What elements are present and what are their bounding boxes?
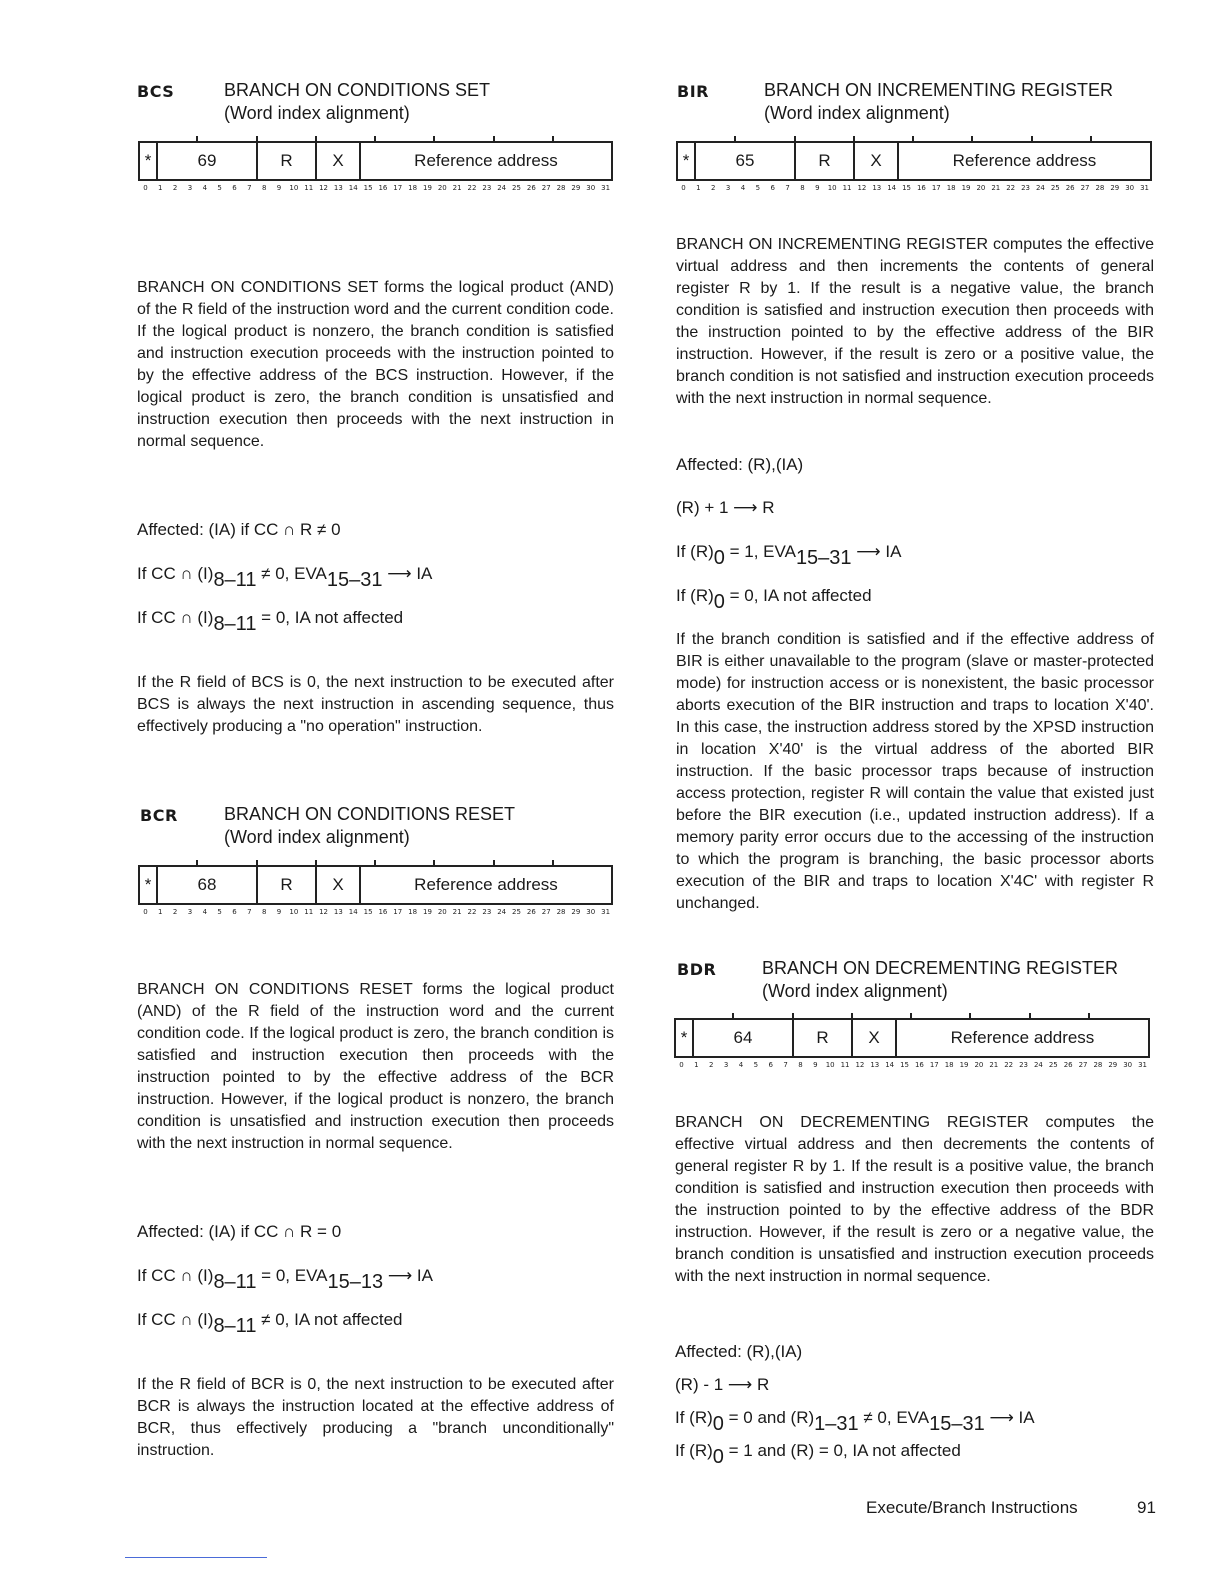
bit-number: 15 xyxy=(363,908,373,916)
bit-number: 24 xyxy=(1035,184,1045,192)
bit-number: 24 xyxy=(497,908,507,916)
bcr-equation-1: If CC ∩ $(I)_{8-11} = 0$, $EVA_{15-13}$ ⟶ IA xyxy=(137,1266,433,1293)
bit-number: 23 xyxy=(1021,184,1031,192)
bit-number: 29 xyxy=(571,908,581,916)
bit-number: 13 xyxy=(333,908,343,916)
bit-number: 14 xyxy=(348,184,358,192)
bit-number: 19 xyxy=(959,1061,969,1069)
bit-number: 0 xyxy=(681,184,686,192)
bit-number: 16 xyxy=(378,908,388,916)
opcode-field: 65 xyxy=(694,141,794,181)
bit-number: 27 xyxy=(1080,184,1090,192)
bdr-format-diagram xyxy=(674,1018,1150,1069)
bit-number: 12 xyxy=(319,184,328,192)
reference-address-field: Reference address xyxy=(359,865,611,905)
x-field: X xyxy=(853,141,897,181)
bit-number: 8 xyxy=(800,184,805,192)
bit-number: 20 xyxy=(976,184,986,192)
bit-number: 15 xyxy=(363,184,373,192)
bdr-equation-2: If $(R)_0 = 1$ and (R) = 0, IA not affected xyxy=(675,1441,961,1468)
bit-number: 10 xyxy=(289,184,299,192)
bit-number: 28 xyxy=(1095,184,1105,192)
bit-number: 17 xyxy=(393,184,403,192)
bit-number: 21 xyxy=(991,184,1001,192)
bit-number: 29 xyxy=(1110,184,1120,192)
bcr-format-diagram xyxy=(138,865,613,916)
bdr-equation-1: If $(R)_0 = 0$ and $(R)_{1-31} \ne 0$, $EVA_{15-31}$ ⟶ IA xyxy=(675,1408,1035,1435)
indirect-field: * xyxy=(144,151,152,170)
bit-number: 22 xyxy=(1004,1061,1014,1069)
bit-number: 30 xyxy=(1125,184,1135,192)
bdr-affected: Affected: (R),(IA) xyxy=(675,1342,803,1361)
r-field: R xyxy=(256,141,315,181)
bit-number: 9 xyxy=(276,908,282,916)
bcr-note: If the R field of BCR is 0, the next instruction to be executed after BCR is always the instruction located at the effective address of BCR, thus effectively producing a "branch unconditionally" instruction. xyxy=(137,1376,614,1459)
bit-number: 2 xyxy=(172,908,178,916)
bit-number: 22 xyxy=(467,908,477,916)
bit-numbers xyxy=(674,1060,1150,1070)
bit-number: 26 xyxy=(1065,184,1075,192)
x-field: X xyxy=(315,141,359,181)
scan-edge-line xyxy=(125,1557,267,1558)
bcs-mnemonic: BCS xyxy=(137,82,175,101)
bdr-equation-0: (R) - 1 ⟶ R xyxy=(675,1375,770,1394)
bit-numbers xyxy=(138,907,613,917)
bit-number: 25 xyxy=(1050,184,1060,192)
bir-alignment: (Word index alignment) xyxy=(764,103,950,123)
bit-number: 27 xyxy=(1078,1061,1088,1069)
bcr-alignment: (Word index alignment) xyxy=(224,827,410,847)
bit-number: 28 xyxy=(556,184,566,192)
bdr-alignment: (Word index alignment) xyxy=(762,981,948,1001)
bit-number: 6 xyxy=(232,184,237,192)
bit-number: 9 xyxy=(815,184,820,192)
bcs-alignment: (Word index alignment) xyxy=(224,103,410,123)
reference-address-field: Reference address xyxy=(359,141,611,181)
bit-number: 3 xyxy=(725,184,731,192)
bit-number: 19 xyxy=(961,184,971,192)
bit-number: 29 xyxy=(1108,1061,1118,1069)
bit-number: 16 xyxy=(916,184,926,192)
bit-number: 9 xyxy=(813,1061,818,1069)
bit-number: 11 xyxy=(304,184,314,192)
opcode-field: 68 xyxy=(156,865,256,905)
bit-numbers xyxy=(138,183,613,193)
bit-number: 31 xyxy=(1140,184,1150,192)
bit-number: 4 xyxy=(202,908,208,916)
bit-number: 6 xyxy=(768,1061,773,1069)
bit-number: 13 xyxy=(870,1061,880,1069)
bit-number: 1 xyxy=(696,184,701,192)
bit-number: 27 xyxy=(541,184,551,192)
bit-number: 7 xyxy=(785,184,790,192)
bit-number: 24 xyxy=(497,184,507,192)
bit-number: 18 xyxy=(944,1061,954,1069)
bit-number: 7 xyxy=(247,184,252,192)
bit-number: 10 xyxy=(825,1061,835,1069)
bit-number: 1 xyxy=(694,1061,699,1069)
bit-number: 14 xyxy=(885,1061,895,1069)
bit-number: 28 xyxy=(1093,1061,1103,1069)
bit-number: 2 xyxy=(708,1061,714,1069)
bit-number: 1 xyxy=(158,184,163,192)
r-field: R xyxy=(794,141,853,181)
bit-number: 7 xyxy=(247,908,252,916)
bit-number: 16 xyxy=(378,184,388,192)
bit-number: 11 xyxy=(842,184,852,192)
bdr-description: BRANCH ON DECREMENTING REGISTER computes the effective virtual address and then decrements the contents of general register R by 1. If the result is a positive value, the branch condition is satisfied and instruction execution then proceeds with the instruction pointed to by the effective address of the BDR instruction. However, if the result is zero or a negative value, the branch condition is unsatisfied and instruction execution proceeds with the next instruction in normal sequence. xyxy=(675,1114,1154,1285)
bit-number: 23 xyxy=(482,184,492,192)
bit-number: 6 xyxy=(770,184,775,192)
bit-number: 8 xyxy=(261,184,267,192)
bcr-description: BRANCH ON CONDITIONS RESET forms the logical product (AND) of the R field of the instruction word and the current condition code. If the logical product is zero, the branch condition is satisfied and instruction execution then proceeds with the instruction pointed to by the effective address of the BCR instruction. However, if the logical product is nonzero, the branch condition is unsatisfied and instruction execution then proceeds with the next instruction in normal sequence. xyxy=(137,981,614,1152)
bit-number: 20 xyxy=(437,184,447,192)
bir-note: If the branch condition is satisfied and if the effective address of BIR is either unavailable to the program (slave or master-protected mode) for instruction access or is nonexistent, the basic processor aborts execution of the BIR instruction and traps to location X'40'. In this case, the instruction address stored by the XPSD instruction in location X'40' is the virtual address of the aborted BIR instruction. If the basic processor traps because of instruction access protection, register R will contain the value that existed just before the BIR execution (i.e., updated instruction address). If a memory parity error occurs due to the accessing of the instruction to which the program is branching, the basic processor aborts execution of the BIR and traps to location X'4C' with register R unchanged. xyxy=(676,631,1154,912)
bit-number: 14 xyxy=(348,908,358,916)
bcr-affected: Affected: (IA) if CC ∩ R = 0 xyxy=(137,1222,342,1241)
bit-number: 20 xyxy=(437,908,447,916)
bit-number: 20 xyxy=(974,1061,984,1069)
bit-number: 22 xyxy=(1006,184,1016,192)
bir-title: BRANCH ON INCREMENTING REGISTER xyxy=(764,80,1114,100)
bit-number: 6 xyxy=(232,908,237,916)
bit-number: 3 xyxy=(723,1061,729,1069)
bit-number: 13 xyxy=(333,184,343,192)
bit-number: 18 xyxy=(408,184,418,192)
bit-number: 25 xyxy=(1048,1061,1058,1069)
bit-number: 12 xyxy=(857,184,867,192)
bit-number: 10 xyxy=(827,184,837,192)
bit-number: 8 xyxy=(261,908,267,916)
bir-affected: Affected: (R),(IA) xyxy=(676,455,804,474)
bit-number: 14 xyxy=(887,184,897,192)
bit-number: 5 xyxy=(755,184,761,192)
bit-number: 2 xyxy=(710,184,716,192)
bir-equation-2: If $(R)_0 = 0$, IA not affected xyxy=(676,586,872,613)
bit-number: 29 xyxy=(571,184,581,192)
bit-number: 28 xyxy=(556,908,566,916)
bit-number: 12 xyxy=(855,1061,865,1069)
bit-number: 4 xyxy=(202,184,208,192)
bir-description: BRANCH ON INCREMENTING REGISTER computes the effective virtual address and then increments the contents of general register R by 1. If the result is a negative value, the branch condition is satisfied and instruction execution then proceeds with the instruction pointed to by the effective address of the BIR instruction. However, if the result is zero or a positive value, the branch condition is not satisfied and instruction execution proceeds with the next instruction in normal sequence. xyxy=(676,236,1154,407)
x-field: X xyxy=(315,865,359,905)
bit-number: 18 xyxy=(408,908,418,916)
bcs-affected: Affected: (IA) if CC ∩ R ≠ 0 xyxy=(137,520,341,539)
bit-number: 26 xyxy=(1063,1061,1073,1069)
bit-number: 18 xyxy=(946,184,956,192)
bdr-mnemonic: BDR xyxy=(677,960,717,979)
bit-number: 5 xyxy=(753,1061,759,1069)
bit-number: 13 xyxy=(872,184,882,192)
bit-number: 7 xyxy=(783,1061,788,1069)
bit-number: 30 xyxy=(1123,1061,1133,1069)
bdr-title: BRANCH ON DECREMENTING REGISTER xyxy=(762,958,1119,978)
bir-equation-1: If $(R)_0 = 1$, $EVA_{15-31}$ ⟶ IA xyxy=(676,542,902,569)
opcode-field: 69 xyxy=(156,141,256,181)
bit-number: 17 xyxy=(929,1061,939,1069)
bit-number: 3 xyxy=(187,908,193,916)
bir-mnemonic: BIR xyxy=(677,82,709,101)
bit-number: 19 xyxy=(422,184,432,192)
bit-number: 22 xyxy=(467,184,477,192)
bir-equation-0: (R) + 1 ⟶ R xyxy=(676,498,775,517)
bit-number: 10 xyxy=(289,908,299,916)
reference-address-field: Reference address xyxy=(895,1018,1148,1058)
bit-number: 23 xyxy=(1019,1061,1029,1069)
bcr-mnemonic: BCR xyxy=(140,806,178,825)
indirect-field: * xyxy=(682,151,690,170)
bir-format-diagram xyxy=(676,141,1152,192)
bit-number: 11 xyxy=(304,908,314,916)
bit-number: 9 xyxy=(276,184,282,192)
indirect-field: * xyxy=(680,1028,688,1047)
bit-number: 27 xyxy=(541,908,551,916)
x-field: X xyxy=(851,1018,895,1058)
bit-number: 26 xyxy=(526,908,536,916)
bit-number: 24 xyxy=(1033,1061,1043,1069)
bit-number: 31 xyxy=(1138,1061,1148,1069)
bit-number: 25 xyxy=(512,908,521,916)
page-number: 91 xyxy=(1137,1498,1156,1517)
bit-number: 31 xyxy=(601,184,611,192)
bit-number: 0 xyxy=(143,908,148,916)
bcs-note: If the R field of BCS is 0, the next instruction to be executed after BCS is always the next instruction in ascending sequence, thus effectively producing a "no operation" instruction. xyxy=(137,674,614,735)
opcode-field: 64 xyxy=(692,1018,792,1058)
bit-number: 5 xyxy=(217,908,222,916)
bit-number: 11 xyxy=(840,1061,850,1069)
bit-number: 4 xyxy=(738,1061,744,1069)
indirect-field: * xyxy=(144,875,152,894)
bit-number: 25 xyxy=(512,184,521,192)
bcr-equation-2: If CC ∩ $(I)_{8-11} \ne 0$, IA not affected xyxy=(137,1310,403,1337)
bcs-equation-2: If CC ∩ $(I)_{8-11} = 0$, IA not affected xyxy=(137,608,404,635)
bit-number: 4 xyxy=(740,184,746,192)
bit-number: 21 xyxy=(989,1061,999,1069)
bcs-title: BRANCH ON CONDITIONS SET xyxy=(224,80,491,100)
bit-number: 15 xyxy=(902,184,912,192)
bit-number: 17 xyxy=(931,184,941,192)
bcs-format-diagram xyxy=(138,141,613,192)
bit-number: 30 xyxy=(586,184,596,192)
reference-address-field: Reference address xyxy=(897,141,1150,181)
bcs-equation-1: If CC ∩ $(I)_{8-11} \ne 0$, $EVA_{15-31}$ ⟶ IA xyxy=(137,564,433,591)
bit-number: 1 xyxy=(158,908,163,916)
bit-number: 2 xyxy=(172,184,178,192)
bit-number: 31 xyxy=(601,908,611,916)
bit-number: 16 xyxy=(914,1061,924,1069)
bit-number: 5 xyxy=(217,184,222,192)
bit-number: 8 xyxy=(798,1061,803,1069)
bit-number: 19 xyxy=(422,908,432,916)
bit-number: 21 xyxy=(452,184,462,192)
r-field: R xyxy=(792,1018,851,1058)
bit-number: 15 xyxy=(900,1061,910,1069)
bit-number: 26 xyxy=(526,184,536,192)
footer-section-title: Execute/Branch Instructions xyxy=(866,1498,1078,1517)
bit-number: 0 xyxy=(679,1061,684,1069)
bcr-title: BRANCH ON CONDITIONS RESET xyxy=(224,804,516,824)
bit-number: 17 xyxy=(393,908,403,916)
r-field: R xyxy=(256,865,315,905)
bcs-description: BRANCH ON CONDITIONS SET forms the logical product (AND) of the R field of the instruction word and the current condition code. If the logical product is nonzero, the branch condition is satisfied and instruction execution proceeds with the instruction pointed to by the effective address of the BCS instruction. However, if the logical product is zero, the branch condition is unsatisfied and instruction execution then proceeds with the next instruction in normal sequence. xyxy=(137,279,614,450)
bit-numbers xyxy=(676,183,1152,193)
bit-number: 12 xyxy=(319,908,328,916)
bit-number: 23 xyxy=(482,908,492,916)
bit-number: 0 xyxy=(143,184,148,192)
bit-number: 30 xyxy=(586,908,596,916)
bit-number: 21 xyxy=(452,908,462,916)
bit-number: 3 xyxy=(187,184,193,192)
